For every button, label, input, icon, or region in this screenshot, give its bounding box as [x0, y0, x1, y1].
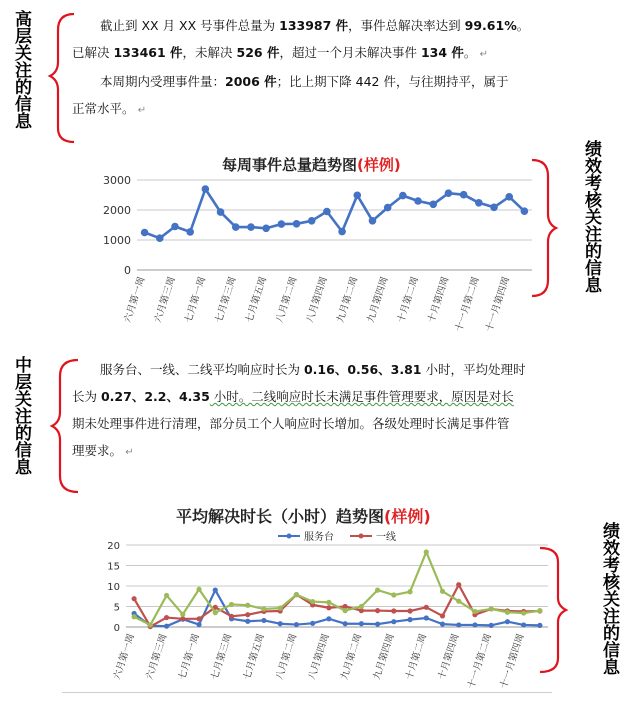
x-tick-label: 七月第五周 [243, 275, 269, 325]
legend-marker [287, 534, 292, 539]
summary-paragraph: 截止到 XX 月 XX 号事件总量为 133987 件，事件总解决率达到 99.61%。 已解决 133461 件，未解决 526 件，超过一个月未解决事件 134 件。 ↵ 本周期内受理事件量：2006 件；比上期下降 442 件，与往期持平，属于 正常水平。 ↵ [72, 18, 530, 116]
avg-resolution-chart [98, 524, 558, 714]
data-point [326, 600, 331, 605]
label-mid-left: 中层关注的信息 [11, 356, 31, 475]
data-point [196, 587, 201, 592]
y-tick-label: 20 [107, 541, 120, 552]
data-point [247, 223, 255, 231]
legend-label: 服务台 [304, 532, 334, 543]
data-point [353, 192, 361, 200]
data-point [141, 229, 149, 237]
x-tick-label: 六月第三周 [152, 275, 178, 325]
data-point [326, 616, 331, 621]
data-point [456, 622, 461, 627]
data-point [278, 621, 283, 626]
x-tick-label: 八月第四周 [304, 275, 330, 325]
data-point [521, 610, 526, 615]
x-tick-label: 七月第三周 [213, 275, 239, 325]
data-point [440, 622, 445, 627]
data-point [164, 593, 169, 598]
data-point [375, 588, 380, 593]
data-point [490, 204, 498, 212]
weekly-volume-chart [92, 170, 542, 355]
x-tick-label: 十月第四周 [426, 275, 452, 325]
data-point [489, 623, 494, 628]
x-tick-label: 十一月第二周 [465, 632, 495, 691]
data-point [375, 622, 380, 627]
data-point [384, 204, 392, 212]
data-point [164, 624, 169, 629]
data-point [308, 217, 316, 225]
data-point [213, 610, 218, 615]
divider-line [62, 692, 552, 693]
data-point [323, 208, 331, 216]
data-point [505, 610, 510, 615]
data-point [359, 621, 364, 626]
data-point [261, 618, 266, 623]
data-point [521, 622, 526, 627]
data-point [359, 604, 364, 609]
data-point [148, 622, 153, 627]
y-tick-label: 0 [113, 623, 120, 634]
legend-marker [359, 534, 364, 539]
y-tick-label: 3000 [103, 174, 131, 187]
x-tick-label: 六月第一周 [111, 632, 137, 682]
data-point [424, 605, 429, 610]
data-point [132, 614, 137, 619]
data-point [217, 208, 225, 216]
x-tick-label: 十月第四周 [436, 632, 462, 682]
data-point [475, 199, 483, 207]
data-point [186, 228, 194, 236]
data-point [171, 223, 179, 231]
data-point [196, 622, 201, 627]
data-point [399, 192, 407, 200]
x-tick-label: 八月第四周 [306, 632, 332, 682]
data-point [424, 549, 429, 554]
data-point [414, 197, 422, 205]
data-point [407, 608, 412, 613]
x-tick-label: 十月第二周 [403, 632, 430, 682]
data-point [245, 619, 250, 624]
data-point [202, 185, 210, 193]
label-top-left: 高层关注的信息 [11, 10, 31, 129]
data-point [407, 617, 412, 622]
data-point [229, 602, 234, 607]
data-point [343, 621, 348, 626]
data-point [445, 189, 453, 197]
x-tick-label: 十一月第四周 [498, 632, 527, 691]
data-point [440, 613, 445, 618]
x-tick-label: 七月第三周 [209, 632, 235, 682]
y-tick-label: 0 [124, 264, 131, 277]
data-point [245, 603, 250, 608]
data-point [213, 588, 218, 593]
data-point [156, 234, 164, 242]
data-point [229, 614, 234, 619]
x-tick-label: 十一月第四周 [483, 275, 513, 334]
label-right-lower: 绩效考核关注的信息 [599, 522, 619, 675]
data-point [537, 623, 542, 628]
response-paragraph: 服务台、一线、二线平均响应时长为 0.16、0.56、3.81 小时，平均处理时 长为 0.27、2.2、4.35 小时。二线响应时长未满足事件管理要求，原因是对长 期未处理事件进行清理，部分员工个人响应时长增加。各级处理时长满足事件管 理要求。 ↵ [72, 362, 526, 458]
data-point [472, 609, 477, 614]
data-point [440, 589, 445, 594]
data-point [278, 606, 283, 611]
data-point [196, 616, 201, 621]
data-point [456, 582, 461, 587]
data-point [310, 599, 315, 604]
data-point [232, 223, 240, 231]
data-point [338, 228, 346, 236]
series-line-0 [145, 189, 525, 238]
data-point [424, 615, 429, 620]
x-tick-label: 六月第三周 [144, 632, 170, 682]
data-point [460, 191, 468, 199]
data-point [180, 616, 185, 621]
y-tick-label: 2000 [103, 204, 131, 217]
chart1-title: 每周事件总量趋势图(样例) [222, 156, 401, 174]
data-point [391, 619, 396, 624]
data-point [391, 592, 396, 597]
x-tick-label: 九月第四周 [371, 632, 397, 682]
data-point [164, 615, 169, 620]
data-point [505, 619, 510, 624]
x-tick-label: 七月第一周 [183, 275, 209, 325]
data-point [505, 193, 513, 201]
x-tick-label: 九月第二周 [339, 632, 365, 682]
data-point [262, 225, 270, 233]
y-tick-label: 5 [113, 602, 120, 614]
x-tick-label: 九月第四周 [365, 275, 391, 325]
x-tick-label: 八月第二周 [274, 632, 300, 682]
data-point [294, 622, 299, 627]
x-tick-label: 七月第五周 [241, 632, 267, 682]
data-point [310, 621, 315, 626]
x-tick-label: 十月第二周 [395, 275, 421, 325]
data-point [537, 608, 542, 613]
data-point [278, 220, 286, 228]
data-point [261, 606, 266, 611]
data-point [472, 622, 477, 627]
data-point [489, 606, 494, 611]
data-point [429, 201, 437, 209]
data-point [343, 608, 348, 613]
data-point [245, 612, 250, 617]
y-tick-label: 1000 [103, 234, 131, 247]
x-tick-label: 十一月第二周 [453, 275, 482, 334]
data-point [132, 596, 137, 601]
legend-label: 一线 [376, 532, 396, 543]
chart2-title: 平均解决时长（小时）趋势图(样例) [176, 507, 431, 526]
x-tick-label: 六月第一周 [122, 275, 148, 325]
y-tick-label: 15 [107, 561, 120, 573]
data-point [293, 220, 301, 228]
data-point [375, 608, 380, 613]
data-point [391, 608, 396, 613]
data-point [456, 599, 461, 604]
data-point [521, 207, 529, 215]
data-point [294, 592, 299, 597]
bracket-top-left [50, 14, 74, 142]
data-point [180, 612, 185, 617]
x-tick-label: 八月第二周 [274, 275, 300, 325]
data-point [369, 217, 377, 225]
data-point [326, 605, 331, 610]
x-tick-label: 七月第一周 [176, 632, 202, 682]
x-tick-label: 九月第二周 [334, 275, 361, 325]
label-right-upper: 绩效考核关注的信息 [581, 140, 601, 293]
data-point [407, 589, 412, 594]
y-tick-label: 10 [107, 582, 120, 593]
